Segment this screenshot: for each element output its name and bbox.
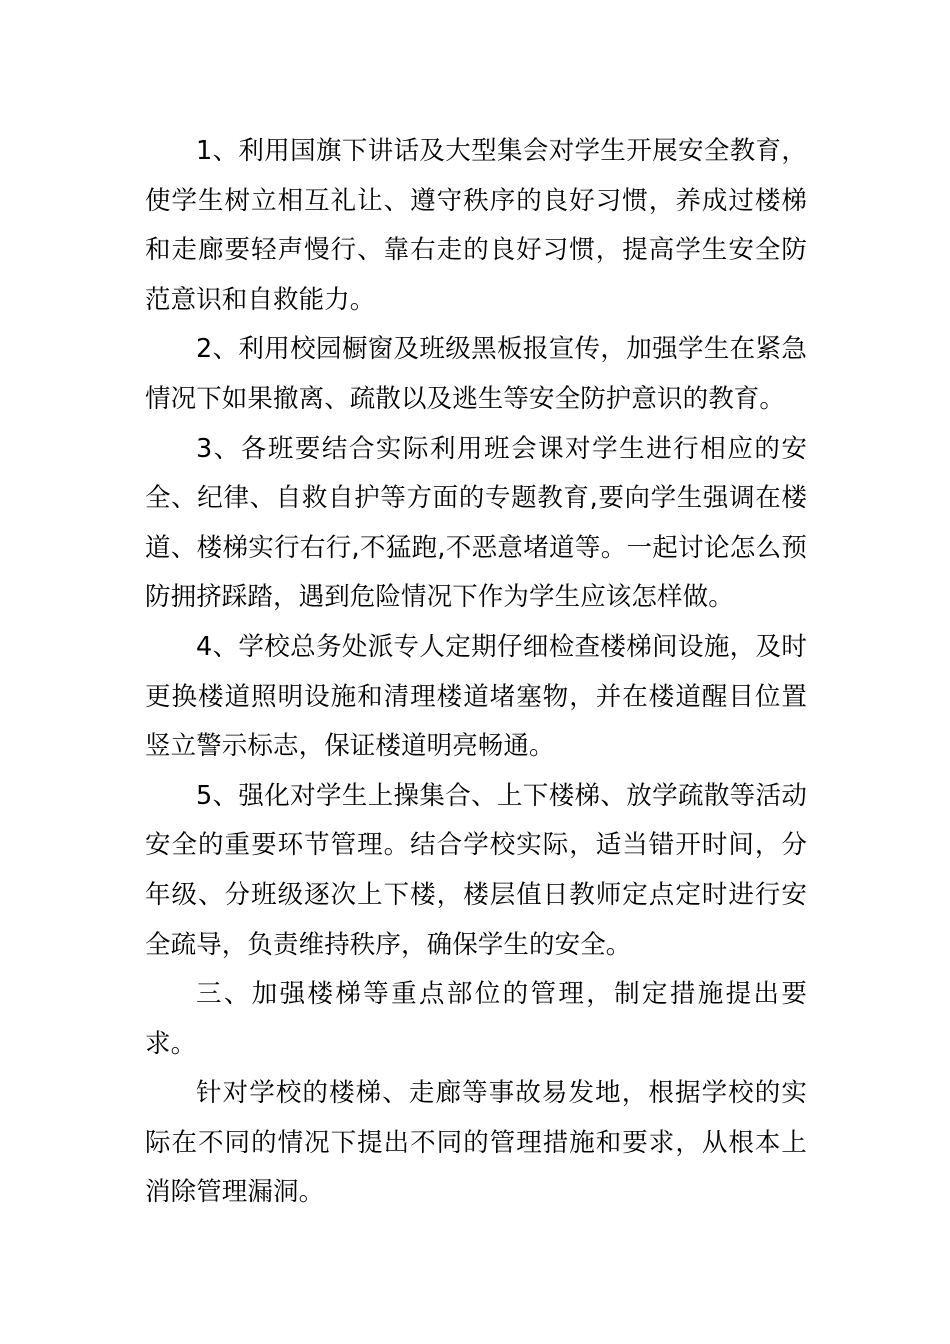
paragraph-item-5: 5、强化对学生上操集合、上下楼梯、放学疏散等活动安全的重要环节管理。结合学校实际，适当错开时间，分年级、分班级逐次上下楼，楼层值日教师定点定时进行安全疏导，负责维持秩序，确保学生的安全。 [145, 780, 807, 960]
paragraph-item-3: 3、各班要结合实际利用班会课对学生进行相应的安全、纪律、自救自护等方面的专题教育,要向学生强调在楼道、楼梯实行右行,不猛跑,不恶意堵道等。一起讨论怎么预防拥挤踩踏，遇到危险情况下作为学生应该怎样做。 [145, 433, 807, 613]
paragraph-item-1: 1、利用国旗下讲话及大型集会对学生开展安全教育，使学生树立相互礼让、遵守秩序的良好习惯，养成过楼梯和走廊要轻声慢行、靠右走的良好习惯，提高学生安全防范意识和自救能力。 [145, 136, 807, 315]
paragraph-item-2: 2、利用校园橱窗及班级黑板报宣传，加强学生在紧急情况下如果撤离、疏散以及逃生等安全防护意识的教育。 [145, 334, 807, 414]
document-body [145, 127, 807, 1218]
section-heading: 三、加强楼梯等重点部位的管理，制定措施提出要求。 [145, 979, 807, 1059]
paragraph-item-4: 4、学校总务处派专人定期仔细检查楼梯间设施，及时更换楼道照明设施和清理楼道堵塞物，并在楼道醒目位置竖立警示标志，保证楼道明亮畅通。 [145, 631, 807, 762]
closing-paragraph: 针对学校的楼梯、走廊等事故易发地，根据学校的实际在不同的情况下提出不同的管理措施和要求，从根本上消除管理漏洞。 [145, 1078, 807, 1208]
